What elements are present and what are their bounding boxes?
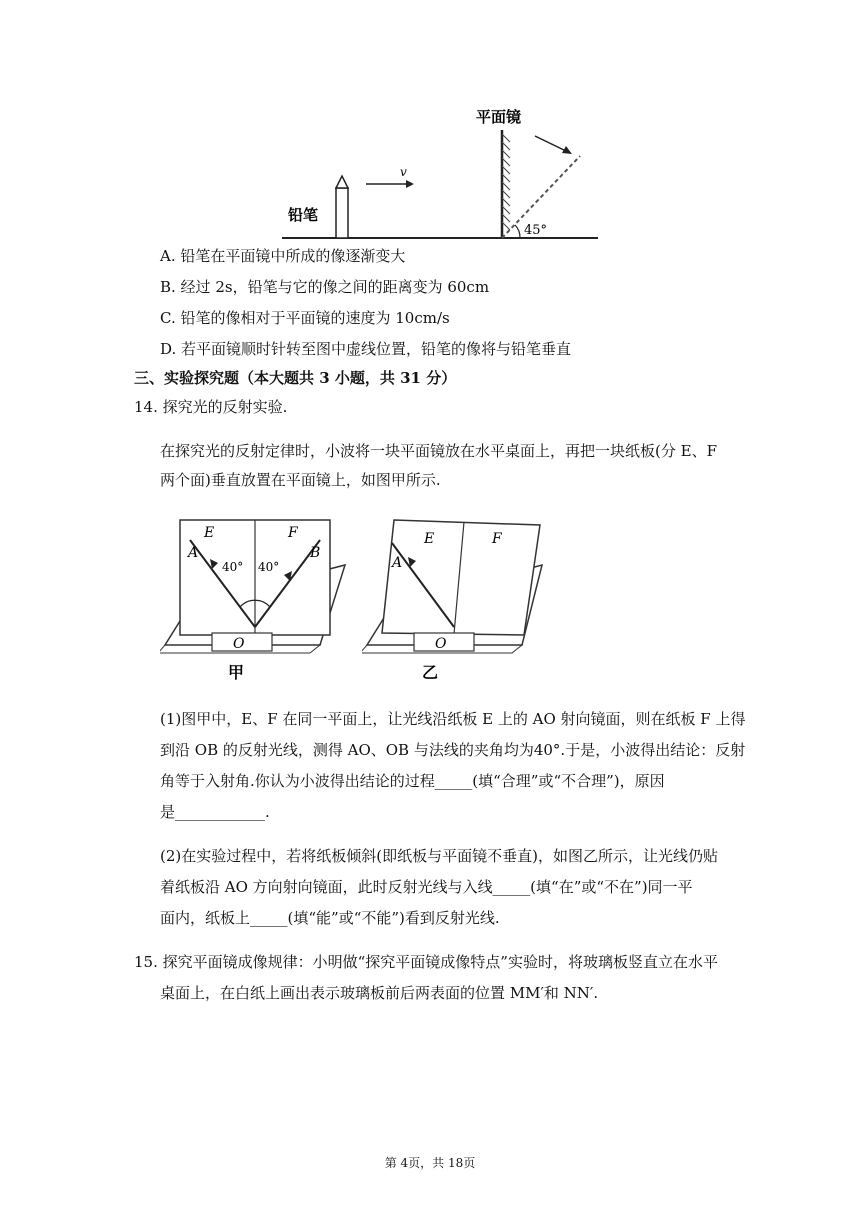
pencil bbox=[336, 188, 348, 238]
label-o: O bbox=[435, 636, 447, 652]
figure-pencil-mirror bbox=[280, 100, 600, 245]
q13-option-a: A. 铅笔在平面镜中所成的像逐渐变大 bbox=[160, 247, 406, 265]
q15-line-1: 15. 探究平面镜成像规律：小明做“探究平面镜成像特点”实验时，将玻璃板竖直立在水平 bbox=[134, 953, 718, 971]
q14-title: 14. 探究光的反射实验. bbox=[134, 398, 288, 416]
label-e: E bbox=[204, 525, 215, 541]
caption-jia: 甲 bbox=[228, 663, 245, 682]
angle-left: 40° bbox=[222, 560, 244, 574]
rotation-arrow bbox=[535, 136, 568, 152]
q14-p1-line-1: (1)图甲中，E、F 在同一平面上，让光线沿纸板 E 上的 AO 射向镜面，则在纸板 F 上得 bbox=[160, 710, 746, 728]
q13-option-b: B. 经过 2s，铅笔与它的像之间的距离变为 60cm bbox=[160, 278, 490, 296]
pencil-label: 铅笔 bbox=[288, 206, 319, 224]
velocity-label: v bbox=[400, 165, 407, 179]
label-o: O bbox=[233, 636, 245, 652]
q14-p1-line-2: 到沿 OB 的反射光线，测得 AO、OB 与法线的夹角均为40°.于是，小波得出结论：反射 bbox=[160, 741, 746, 759]
page-footer: 第 4页，共 18页 bbox=[384, 1156, 476, 1170]
label-f: F bbox=[288, 525, 298, 541]
q13-option-d: D. 若平面镜顺时针转至图中虚线位置，铅笔的像将与铅笔垂直 bbox=[160, 340, 572, 358]
q14-intro-line-2: 两个面)垂直放置在平面镜上，如图甲所示. bbox=[160, 471, 441, 489]
section-title: 三、实验探究题（本大题共 3 小题，共 31 分） bbox=[134, 369, 457, 387]
q14-intro-line-1: 在探究光的反射定律时，小波将一块平面镜放在水平桌面上，再把一块纸板(分 E、F bbox=[160, 442, 717, 460]
caption-yi: 乙 bbox=[422, 663, 439, 682]
angle-arc bbox=[515, 225, 520, 238]
label-e: E bbox=[424, 531, 435, 547]
tilted-board bbox=[382, 520, 540, 635]
label-a: A bbox=[392, 555, 403, 571]
q14-p2-line-1: (2)在实验过程中，若将纸板倾斜(即纸板与平面镜不垂直)，如图乙所示，让光线仍贴 bbox=[160, 847, 718, 865]
q14-p2-line-2: 着纸板沿 AO 方向射向镜面，此时反射光线与入线_____(填“在”或“不在”)同一平 bbox=[160, 878, 693, 896]
figure-jia bbox=[160, 515, 350, 685]
mirror-label: 平面镜 bbox=[476, 108, 522, 126]
angle-label: 45° bbox=[524, 223, 548, 238]
label-f: F bbox=[492, 531, 502, 547]
q14-p1-line-3: 角等于入射角.你认为小波得出结论的过程_____(填“合理”或“不合理”)，原因 bbox=[160, 772, 665, 790]
angle-right: 40° bbox=[258, 560, 280, 574]
q14-p2-line-3: 面内，纸板上_____(填“能”或“不能”)看到反射光线. bbox=[160, 909, 500, 927]
figure-yi bbox=[362, 515, 552, 685]
q13-option-c: C. 铅笔的像相对于平面镜的速度为 10cm/s bbox=[160, 309, 450, 327]
label-a: A bbox=[188, 545, 199, 561]
label-b: B bbox=[310, 545, 321, 561]
q15-line-2: 桌面上，在白纸上画出表示玻璃板前后两表面的位置 MM′和 NN′. bbox=[160, 984, 599, 1002]
q14-p1-line-4: 是____________. bbox=[160, 803, 270, 821]
